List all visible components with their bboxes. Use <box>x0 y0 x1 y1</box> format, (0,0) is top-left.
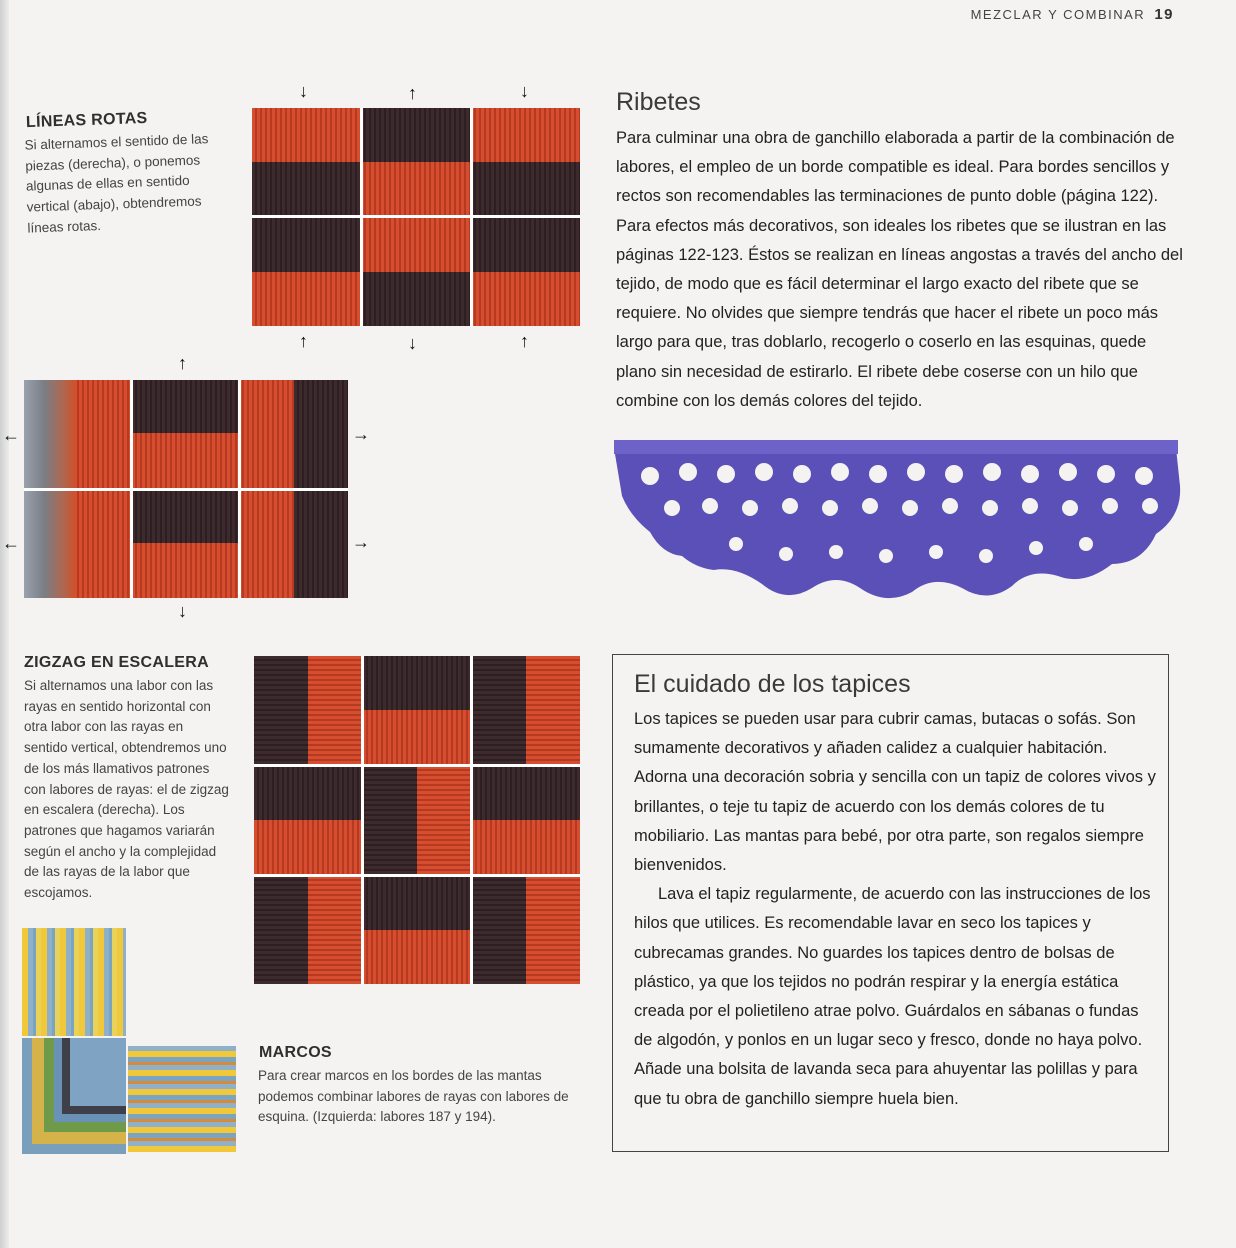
marcos-text: Para crear marcos en los bordes de las mantas podemos combinar labores de rayas con labores de esquina. (Izquierda: labores 187 y 194). <box>258 1068 569 1125</box>
page-spine <box>0 0 9 1248</box>
ribetes-text: Para culminar una obra de ganchillo elaborada a partir de la combinación de labores, el empleo de un borde compatible es ideal. Para bordes sencillos y rectos son recomendables las terminaciones de punto doble (página 122). Para efectos más decorativos, son ideales los ribetes que se ilustran en las páginas 122-123. Éstos se realizan en líneas angostas a través del ancho del tejido, de modo que es fácil determinar el largo exacto del ribete que se requiere. No olvides que siempre tendrás que hacer el ribete un poco más largo para que, tras doblarlo, recogerlo o coserlo en las esquinas, quede plano sin necesidad de estirarlo. El ribete debe coserse con un hilo que combine con los demás colores del tejido. <box>616 129 1183 410</box>
zigzag-swatch <box>254 656 580 984</box>
page-number: 19 <box>1154 6 1174 23</box>
arrow-up-icon: ↑ <box>299 331 308 351</box>
cuidado-paragraph-1: Los tapices se pueden usar para cubrir camas, butacas o sofás. Son sumamente decorativos y añaden calidez a cualquier habitación. Adorna una decoración sobria y sencilla con un tapiz de colores vivos y brillantes, o teje tu tapiz de acuerdo con los demás colores de tu mobiliario. Las mantas para bebé, por otra parte, son regalos siempre bienvenidos. <box>634 710 1156 875</box>
cuidado-paragraph-2: Lava el tapiz regularmente, de acuerdo con las instrucciones de los hilos que utilices. Es recomendable lavar en seco los tapices y cubrecamas grandes. No guardes los tapices dentro de bolsas de plástico, ya que los tejidos no podrán respirar y la energía estática creada por el polietileno atrae polvo. Guárdalos en sábanas o fundas de algodón, y ponlos en un lugar seco y fresco, donde no haya polvo. Añade una bolsita de lavanda seca para ahuyentar las polillas y para que tu obra de ganchillo siempre huela bien. <box>634 885 1151 1108</box>
arrow-up-icon: ↑ <box>408 83 417 103</box>
zigzag-heading: ZIGZAG EN ESCALERA <box>24 654 209 671</box>
running-header <box>971 6 1174 23</box>
arrow-left-icon: ← <box>2 533 20 553</box>
arrow-down-icon: ↓ <box>299 81 308 101</box>
frames-image <box>22 928 236 1154</box>
vertical-mix-swatch <box>24 380 348 598</box>
section-name: MEZCLAR Y COMBINAR <box>970 7 1146 22</box>
zigzag-text: Si alternamos una labor con las rayas en sentido horizontal con otra labor con las rayas en sentido vertical, obtendremos uno de los más llamativos patrones con labores de rayas: el de zigzag en escalera (derecha). Los patrones que hagamos variarán según el ancho y la complejidad de las rayas de la labor que escojamos. <box>24 678 229 901</box>
marcos-heading: MARCOS <box>259 1044 332 1061</box>
arrow-up-icon: ↑ <box>178 353 187 373</box>
arrow-right-icon: → <box>352 424 370 444</box>
arrow-down-icon: ↓ <box>178 601 187 621</box>
arrow-right-icon: → <box>352 532 370 552</box>
broken-lines-swatch <box>252 108 580 326</box>
arrow-left-icon: ← <box>2 425 20 445</box>
arrow-down-icon: ↓ <box>408 333 417 353</box>
lace-edging-image <box>610 436 1184 606</box>
arrow-up-icon: ↑ <box>520 331 529 351</box>
lineas-rotas-heading: LÍNEAS ROTAS <box>25 109 148 132</box>
arrow-down-icon: ↓ <box>520 81 529 101</box>
cuidado-text <box>634 705 1158 1114</box>
ribetes-title: Ribetes <box>616 88 701 116</box>
cuidado-title: El cuidado de los tapices <box>634 670 911 698</box>
lineas-rotas-text: Si alternamos el sentido de las piezas (derecha), o ponemos algunas de ellas en sentido vertical (abajo), obtendremos líneas rotas. <box>24 131 209 236</box>
